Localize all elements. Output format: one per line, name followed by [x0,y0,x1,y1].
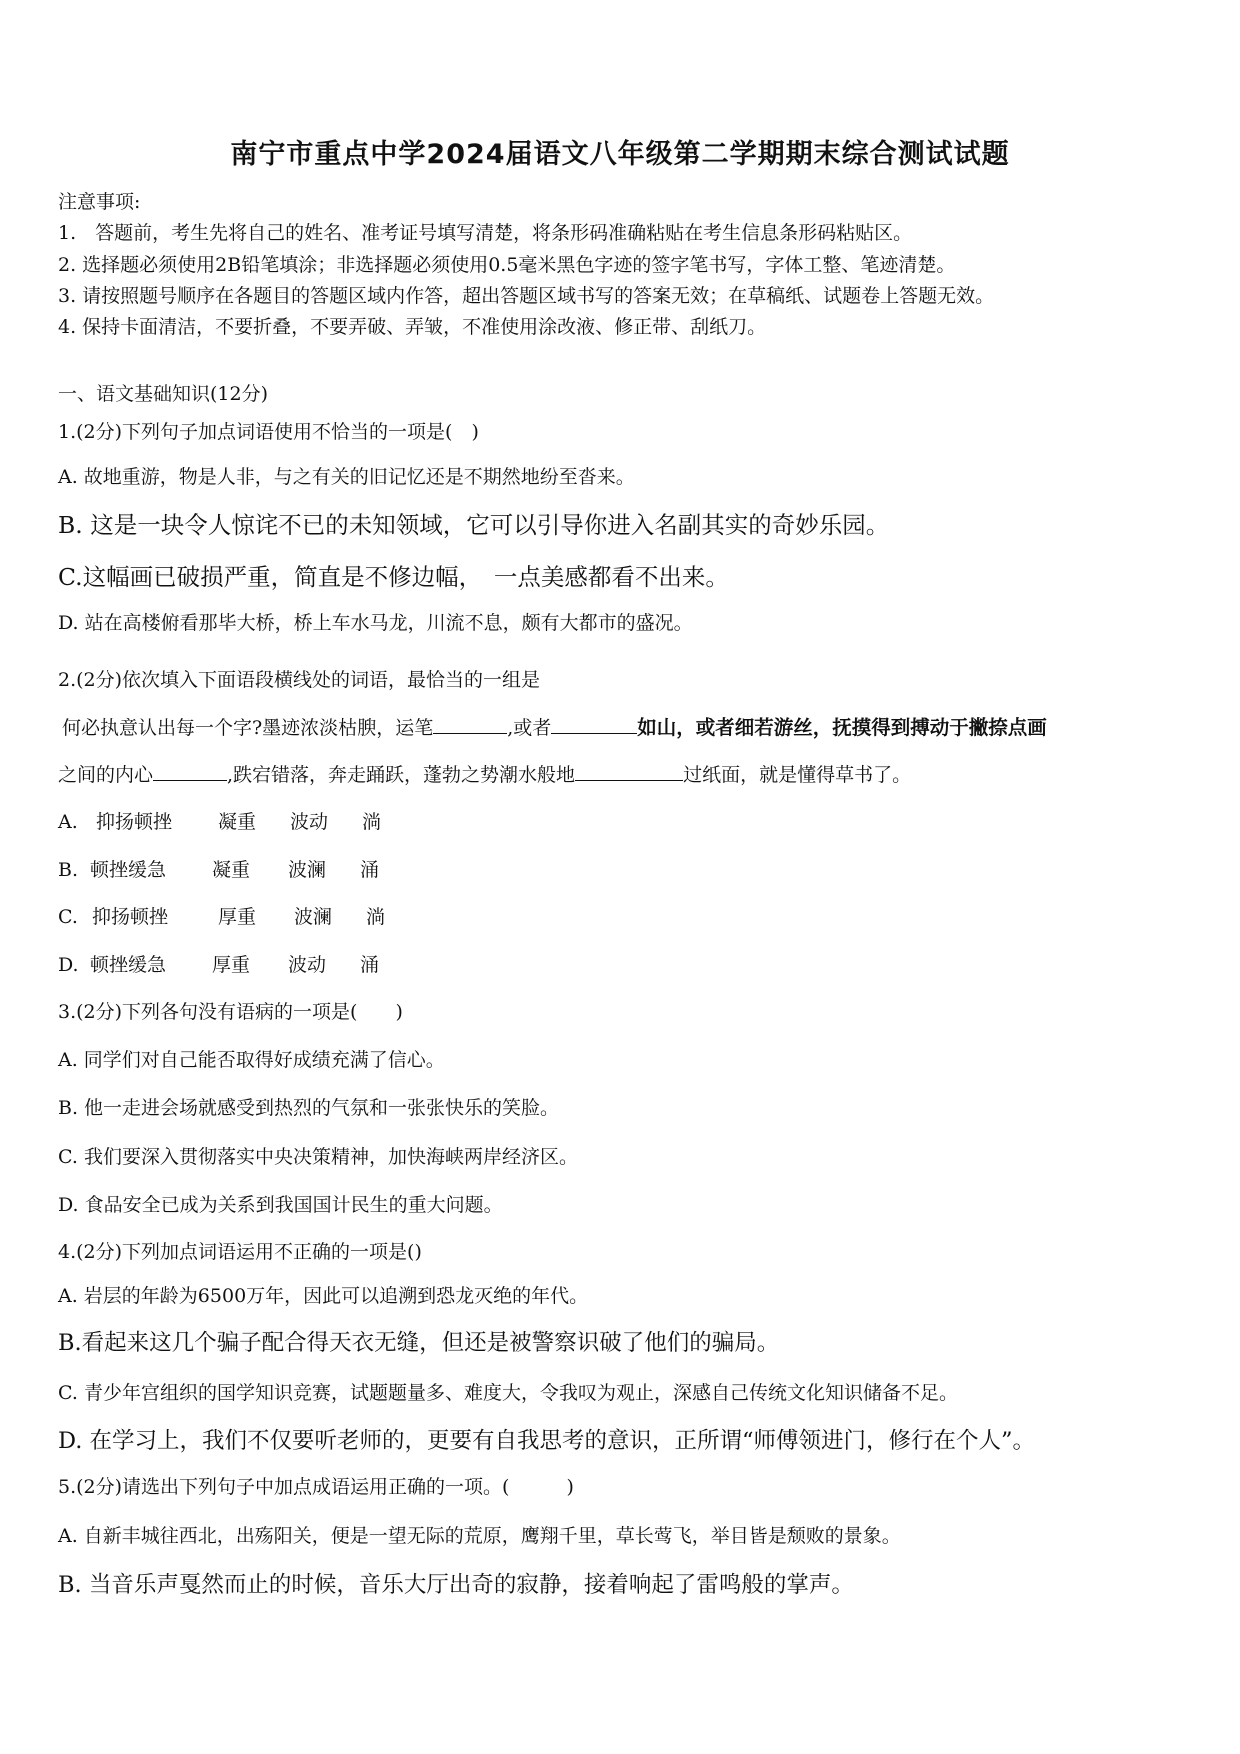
q2-passage-text: 过纸面，就是懂得草书了。 [683,764,912,786]
q4-option-c: C. 青少年宫组织的国学知识竞赛，试题题量多、难度大，令我叹为观止，深感自己传统文化知识储备不足。 [58,1382,958,1404]
q3-option-a: A. 同学们对自己能否取得好成绩充满了信心。 [58,1049,445,1071]
option-word: 波动 [290,811,329,833]
q3-option-c: C. 我们要深入贯彻落实中央决策精神，加快海峡两岸经济区。 [58,1146,578,1168]
option-word: 波动 [288,954,327,976]
fill-blank-3 [153,761,227,781]
q5-option-b: B. 当音乐声戛然而止的时候，音乐大厅出奇的寂静，接着响起了雷鸣般的掌声。 [58,1572,854,1598]
q4-option-a: A. 岩层的年龄为6500万年，因此可以追溯到恐龙灭绝的年代。 [58,1285,589,1307]
fill-blank-2 [551,714,637,734]
q1-option-a: A. 故地重游，物是人非，与之有关的旧记忆还是不期然地纷至沓来。 [58,466,635,488]
option-word: 凝重 [212,859,251,881]
q2-passage-line-2 [58,761,911,787]
notice-item-2: 2. 选择题必须使用2B铅笔填涂；非选择题必须使用0.5毫米黑色字迹的签字笔书写，字体工整、笔迹清楚。 [58,254,956,276]
option-word: 涌 [360,954,380,976]
q2-passage-text: 何必执意认出每一个字?墨迹浓淡枯腴，运笔 [62,717,434,739]
notice-item-1: 1. 答题前，考生先将自己的姓名、准考证号填写清楚，将条形码准确粘贴在考生信息条形码粘贴区。 [58,222,913,244]
q4-stem: 4.(2分)下列加点词语运用不正确的一项是() [58,1241,422,1263]
notice-heading: 注意事项: [58,191,141,213]
option-word: 淌 [366,906,386,928]
notice-item-3: 3. 请按照题号顺序在各题目的答题区域内作答，超出答题区域书写的答案无效；在草稿纸、试题卷上答题无效。 [58,285,995,307]
fill-blank-4 [575,761,683,781]
q2-option-c [58,906,385,929]
option-word: 厚重 [218,906,257,928]
option-word: 淌 [362,811,382,833]
q4-option-d: D. 在学习上，我们不仅要听老师的，更要有自我思考的意识，正所谓“师傅领进门，修行在个人”。 [58,1428,1036,1454]
q4-option-b: B.看起来这几个骗子配合得天衣无缝，但还是被警察识破了他们的骗局。 [58,1330,780,1356]
option-label: B. [58,859,79,881]
option-word: 涌 [360,859,380,881]
q1-stem: 1.(2分)下列句子加点词语使用不恰当的一项是( ) [58,421,479,443]
option-label: A. [58,811,78,833]
option-label: D. [58,954,79,976]
q5-option-a: A. 自新丰城往西北，出殇阳关，便是一望无际的荒原，鹰翔千里，草长莺飞，举目皆是颓败的景象。 [58,1525,901,1547]
q2-passage-text: ,跌宕错落，奔走踊跃，蓬勃之势潮水般地 [227,764,576,786]
option-word: 凝重 [218,811,257,833]
q2-option-b [58,859,379,882]
q2-passage-bold-text: 如山，或者细若游丝，抚摸得到搏动于撇捺点画 [637,716,1047,739]
option-word: 顿挫缓急 [90,954,167,976]
option-label: C. [58,906,78,928]
q1-option-b: B. 这是一块令人惊诧不已的未知领域，它可以引导你进入名副其实的奇妙乐园。 [58,511,890,539]
q1-option-d: D. 站在高楼俯看那毕大桥，桥上车水马龙，川流不息，颇有大都市的盛况。 [58,612,693,634]
exam-title: 南宁市重点中学2024届语文八年级第二学期期末综合测试试题 [230,139,1010,170]
q2-passage-line-1 [62,714,1047,740]
q2-passage-text: ,或者 [507,717,552,739]
fill-blank-1 [433,714,507,734]
q2-option-d [58,954,379,977]
q3-stem: 3.(2分)下列各句没有语病的一项是( ) [58,1001,403,1023]
q5-stem: 5.(2分)请选出下列句子中加点成语运用正确的一项。( ) [58,1476,574,1498]
q2-passage-text: 之间的内心 [58,764,154,786]
q3-option-b: B. 他一走进会场就感受到热烈的气氛和一张张快乐的笑脸。 [58,1097,560,1119]
option-word: 抑扬顿挫 [96,811,173,833]
option-word: 波澜 [294,906,333,928]
option-word: 波澜 [288,859,327,881]
notice-item-4: 4. 保持卡面清洁，不要折叠，不要弄破、弄皱，不准使用涂改液、修正带、刮纸刀。 [58,316,767,338]
option-word: 厚重 [212,954,251,976]
q3-option-d: D. 食品安全已成为关系到我国国计民生的重大问题。 [58,1194,503,1216]
q1-option-c: C.这幅画已破损严重，简直是不修边幅， 一点美感都看不出来。 [58,563,729,591]
option-word: 抑扬顿挫 [92,906,169,928]
q2-stem: 2.(2分)依次填入下面语段横线处的词语，最恰当的一组是 [58,669,541,691]
q2-option-a [58,811,381,834]
option-word: 顿挫缓急 [90,859,167,881]
section-heading: 一、语文基础知识(12分) [58,383,269,405]
